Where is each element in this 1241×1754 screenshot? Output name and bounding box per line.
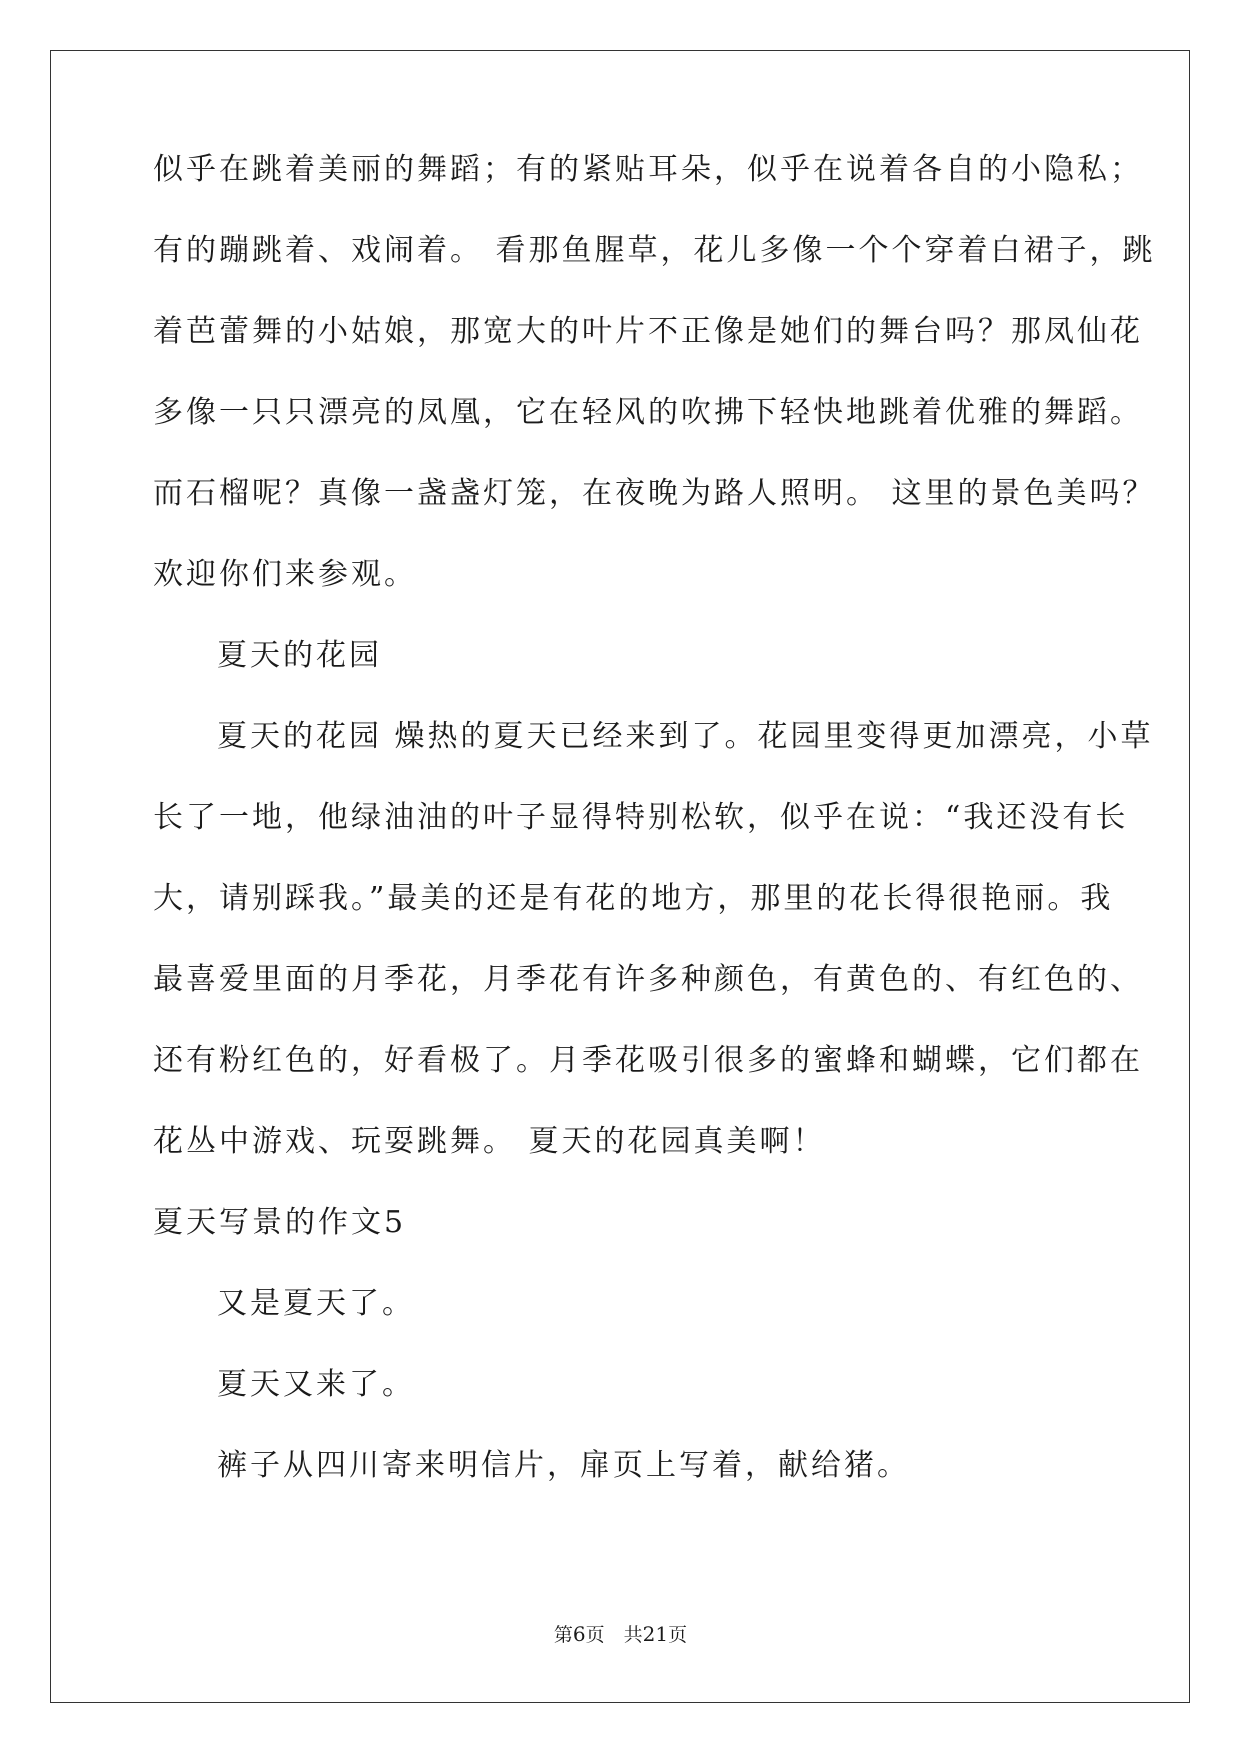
text-line: 花丛中游戏、玩耍跳舞。 夏天的花园真美啊！ xyxy=(153,1124,826,1159)
paragraph-start: 夏天的花园 燥热的夏天已经来到了。花园里变得更加漂亮，小草 xyxy=(217,719,1154,754)
text-line: 似乎在跳着美丽的舞蹈；有的紧贴耳朵，似乎在说着各自的小隐私； xyxy=(153,152,1143,187)
text-line: 欢迎你们来参观。 xyxy=(153,557,417,592)
essay-title: 夏天写景的作文5 xyxy=(153,1205,407,1240)
text-line: 有的蹦跳着、戏闹着。 看那鱼腥草，花儿多像一个个穿着白裙子，跳 xyxy=(153,233,1156,268)
text-line: 多像一只只漂亮的凤凰，它在轻风的吹拂下轻快地跳着优雅的舞蹈。 xyxy=(153,395,1143,430)
page-footer xyxy=(0,1622,1241,1647)
paragraph-start: 夏天又来了。 xyxy=(217,1367,415,1402)
page-number: 6 xyxy=(572,1622,586,1646)
paragraph-start: 裤子从四川寄来明信片，扉页上写着，献给猪。 xyxy=(217,1448,910,1483)
paragraph-start: 又是夏天了。 xyxy=(217,1286,415,1321)
text-line: 大，请别踩我。”最美的还是有花的地方，那里的花长得很艳丽。我 xyxy=(153,881,1114,916)
footer-page-suffix: 页 xyxy=(585,1624,605,1646)
document-body xyxy=(153,150,1156,1527)
text-line: 还有粉红色的，好看极了。月季花吸引很多的蜜蜂和蝴蝶，它们都在 xyxy=(153,1043,1143,1078)
total-pages: 21 xyxy=(642,1622,669,1646)
footer-prefix: 第 xyxy=(553,1624,573,1646)
footer-total-suffix: 页 xyxy=(668,1624,688,1646)
footer-total-prefix: 共 xyxy=(623,1624,643,1646)
section-heading: 夏天的花园 xyxy=(217,638,382,673)
text-line: 最喜爱里面的月季花，月季花有许多种颜色，有黄色的、有红色的、 xyxy=(153,962,1143,997)
text-line: 长了一地，他绿油油的叶子显得特别松软，似乎在说：“我还没有长 xyxy=(153,800,1129,835)
text-line: 而石榴呢？真像一盏盏灯笼，在夜晚为路人照明。 这里的景色美吗？ xyxy=(153,476,1156,511)
text-line: 着芭蕾舞的小姑娘，那宽大的叶片不正像是她们的舞台吗？那凤仙花 xyxy=(153,314,1143,349)
